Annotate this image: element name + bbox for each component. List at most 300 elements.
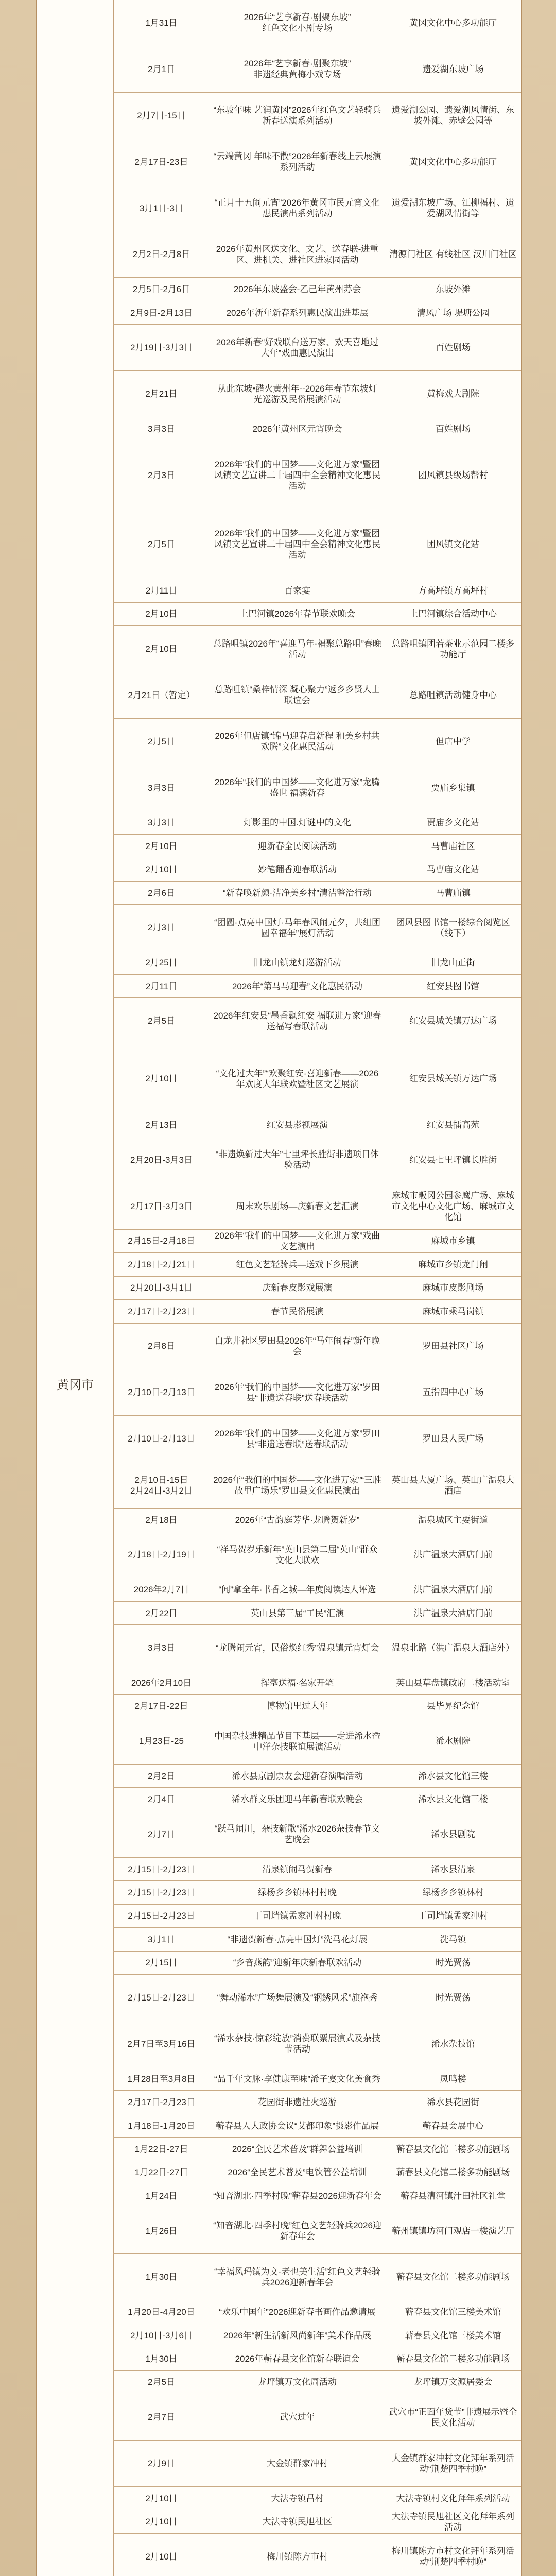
row-date: 2月5日 bbox=[113, 2371, 210, 2394]
row-location: 马曹庙镇 bbox=[436, 888, 471, 898]
row-event-name: 龙坪镇万文化周活动 bbox=[210, 2371, 385, 2394]
row-location: 蕲春县文化馆二楼多功能剧场 bbox=[396, 2354, 510, 2364]
table-row bbox=[113, 510, 521, 579]
row-date: 2月17日-23日 bbox=[113, 139, 210, 185]
row-event-name: 红安县影视展演 bbox=[210, 1113, 385, 1136]
row-location: 麻城市皮影剧场 bbox=[422, 1283, 484, 1293]
row-event-name: “幸福风玛镇为文·老也美生活”红色文艺轻骑兵2026迎新春年会 bbox=[210, 2254, 385, 2300]
table-row bbox=[113, 2510, 521, 2533]
table-row bbox=[113, 2394, 521, 2441]
row-date: 2月15日-2月18日 bbox=[113, 1230, 210, 1252]
row-date: 2月15日 bbox=[113, 1952, 210, 1974]
row-location: 团风县图书馆一楼综合阅览区（线下） bbox=[396, 917, 510, 938]
row-location: 蕲春县文化馆二楼多功能剧场 bbox=[396, 2144, 510, 2154]
table-row bbox=[113, 325, 521, 371]
row-event-name: 丁司垱镇孟家冲村村晚 bbox=[210, 1905, 385, 1927]
row-date: 2月9日 bbox=[113, 2441, 210, 2486]
row-event-name: 2026年“艺享新春·剧聚东坡” 非遗经典黄梅小戏专场 bbox=[210, 46, 385, 92]
row-location: 县毕昇纪念馆 bbox=[427, 1701, 479, 1711]
row-location: 麻城市畈冈公园参鹰广场、麻城市文化中心文化广场、麻城市文化馆 bbox=[392, 1190, 514, 1222]
row-location: 黄冈文化中心多功能厅 bbox=[409, 157, 497, 167]
row-location: 梅川镇陈方市村文化拜年系列活动“荆楚四季村晚” bbox=[392, 2546, 514, 2567]
row-location: 遗爱湖公园、遗爱湖风情街、东坡外滩、赤壁公园等 bbox=[392, 105, 514, 126]
row-date: 2月2日 bbox=[113, 1765, 210, 1787]
table-row bbox=[113, 231, 521, 278]
row-event-name: 浠水县京剧票友会迎新春演唱活动 bbox=[210, 1765, 385, 1787]
table-row bbox=[113, 2300, 521, 2324]
row-event-name: 2026年黄州区送文化、文艺、送春联-进重区、进机关、进社区进家园活动 bbox=[210, 231, 385, 277]
row-event-name: 中国杂技进精品节目下基层——走进浠水暨中洋杂技联谊展演活动 bbox=[210, 1718, 385, 1764]
row-event-name: “文化过大年”“欢聚红安·喜迎新春——2026年欢度大年联欢暨社区文艺展演 bbox=[210, 1044, 385, 1113]
row-event-name: 总路咀镇2026年“喜迎马年·福聚总路咀”春晚活动 bbox=[210, 626, 385, 672]
table-row bbox=[113, 1578, 521, 1601]
row-location: 但店中学 bbox=[436, 736, 471, 747]
row-date: 2月10日-2月13日 bbox=[113, 1416, 210, 1462]
row-location: 团风镇县级场帮村 bbox=[418, 470, 488, 480]
row-location: 百姓剧场 bbox=[436, 423, 471, 434]
table-row bbox=[113, 2138, 521, 2161]
row-date: 2月15日-2月23日 bbox=[113, 1858, 210, 1880]
row-event-name: 2026年“古韵庭芳华·龙腾贺新岁” bbox=[210, 1509, 385, 1531]
row-date: 2月10日-2月13日 bbox=[113, 1369, 210, 1415]
row-date: 2月3日 bbox=[113, 440, 210, 509]
table-rows bbox=[113, 0, 521, 2576]
row-event-name: 红色文艺轻骑兵—送戏下乡展演 bbox=[210, 1253, 385, 1276]
table-row bbox=[113, 1044, 521, 1113]
row-date: 1月24日 bbox=[113, 2184, 210, 2207]
row-event-name: 百家宴 bbox=[210, 579, 385, 602]
row-location: 蕲春县文化馆三楼美术馆 bbox=[405, 2307, 501, 2317]
row-date: 2月9日-2月13日 bbox=[113, 301, 210, 324]
table-row bbox=[113, 2067, 521, 2091]
table-row bbox=[113, 139, 521, 185]
row-location: 洪广温泉大酒店门前 bbox=[413, 1585, 493, 1595]
row-event-name: 清泉镇闹马贺新春 bbox=[210, 1858, 385, 1880]
row-location: 温泉北路（洪广温泉大酒店外） bbox=[392, 1643, 514, 1653]
row-date: 2月22日 bbox=[113, 1602, 210, 1624]
row-date: 1月30日 bbox=[113, 2254, 210, 2300]
row-location: 五指四中心广场 bbox=[422, 1387, 484, 1398]
row-location: 浠水县文化馆三楼 bbox=[418, 1771, 488, 1781]
row-location: 大法寺镇民旭社区文化拜年系列活动 bbox=[392, 2511, 514, 2532]
row-event-name: “非遗贺新春·点亮中国灯”洗马花灯展 bbox=[210, 1928, 385, 1951]
table-row bbox=[113, 1137, 521, 1183]
table-row bbox=[113, 858, 521, 882]
table-row bbox=[113, 1695, 521, 1718]
row-event-name: 2026年新年新春系列惠民演出进基层 bbox=[210, 301, 385, 324]
table-row bbox=[113, 1928, 521, 1951]
table-row bbox=[113, 626, 521, 672]
row-event-name: 2026“全民艺术普及”电饮管公益培训 bbox=[210, 2161, 385, 2184]
row-event-name: 2026“全民艺术普及”群舞公益培训 bbox=[210, 2138, 385, 2160]
row-date: 2月13日 bbox=[113, 1113, 210, 1136]
row-date: 1月30日 bbox=[113, 2347, 210, 2370]
row-date: 2月15日-2月23日 bbox=[113, 1975, 210, 2021]
row-date: 3月3日 bbox=[113, 765, 210, 811]
row-event-name: 总路咀镇“桑梓情深 凝心聚力”返乡乡贤人士联谊会 bbox=[210, 672, 385, 718]
table-row bbox=[113, 2487, 521, 2510]
row-date: 1月22日-27日 bbox=[113, 2161, 210, 2184]
row-date: 2月10日 bbox=[113, 835, 210, 857]
row-date: 2月11日 bbox=[113, 579, 210, 602]
table-row bbox=[113, 1905, 521, 1928]
row-date: 3月3日 bbox=[113, 811, 210, 834]
row-event-name: 2026年“艺享新春·剧聚东坡” 红色文化小剧专场 bbox=[210, 0, 385, 46]
row-event-name: “东坡年味 艺润黄冈”2026年红色文艺轻骑兵新春送演系列活动 bbox=[210, 93, 385, 139]
row-event-name: 妙笔翻香迎春联活动 bbox=[210, 858, 385, 881]
table-row bbox=[113, 1416, 521, 1462]
row-event-name: 从此东坡•醋火黄州年--2026年春节东坡灯光巡游及民俗展演活动 bbox=[210, 371, 385, 417]
row-date: 2026年2月7日 bbox=[113, 1578, 210, 1601]
row-location: 上巴河镇综合活动中心 bbox=[409, 609, 497, 619]
row-location: 温泉城区主要街道 bbox=[418, 1515, 488, 1525]
row-date: 2月10日 bbox=[113, 2487, 210, 2510]
row-location: 清风广场 堤塘公园 bbox=[416, 308, 490, 318]
row-date: 2月17日-3月3日 bbox=[113, 1183, 210, 1229]
row-location: 麻城市乘马岗镇 bbox=[422, 1306, 484, 1316]
row-location: 蕲春县文化馆二楼多功能剧场 bbox=[396, 2167, 510, 2178]
table-row bbox=[113, 1975, 521, 2021]
table-row bbox=[113, 1324, 521, 1370]
row-location: 时光贾荡 bbox=[436, 1958, 471, 1968]
row-date: 2月17日-2月23日 bbox=[113, 1300, 210, 1323]
row-location: 麻城市乡镇 bbox=[431, 1236, 475, 1246]
row-date: 2月10日 bbox=[113, 603, 210, 625]
row-event-name: “闻”拿全年·书香之城—年度阅读达人评选 bbox=[210, 1578, 385, 1601]
row-date: 2月20日-3月1日 bbox=[113, 1277, 210, 1299]
table-row bbox=[113, 2021, 521, 2067]
row-date: 2月6日 bbox=[113, 882, 210, 904]
row-event-name: 博物馆里过大年 bbox=[210, 1695, 385, 1718]
row-location: 总路咀镇团若茶业示范园二楼多功能厅 bbox=[392, 638, 514, 659]
table-row bbox=[113, 2161, 521, 2184]
row-location: 红安县七里坪镇长胜街 bbox=[409, 1155, 497, 1165]
table-row bbox=[113, 185, 521, 232]
row-event-name: 大金镇群家冲村 bbox=[210, 2441, 385, 2486]
row-event-name: “乡音燕韵”迎新年庆新春联欢活动 bbox=[210, 1952, 385, 1974]
table-row bbox=[113, 579, 521, 602]
row-event-name: 2026年蕲春县文化馆新春联谊会 bbox=[210, 2347, 385, 2370]
table-row bbox=[113, 1625, 521, 1671]
region-label: 黄冈市 bbox=[57, 1378, 94, 1392]
row-date: 1月18日-1月20日 bbox=[113, 2114, 210, 2137]
table-row bbox=[113, 672, 521, 719]
row-location: 凤鸣楼 bbox=[440, 2074, 466, 2084]
row-date: 2月17日-22日 bbox=[113, 1695, 210, 1718]
row-date: 2月7日 bbox=[113, 2394, 210, 2440]
row-event-name: “云端黄冈 年味不散”2026年新春线上云展演系列活动 bbox=[210, 139, 385, 185]
table-row bbox=[113, 1369, 521, 1416]
row-event-name: 2026年“我们的中国梦——文化进万家”龙腾盛世 福满新春 bbox=[210, 765, 385, 811]
row-event-name: 2026年但店镇“锦马迎春启新程 和美乡村共欢腾”文化惠民活动 bbox=[210, 719, 385, 765]
row-location: 团风镇文化站 bbox=[427, 539, 479, 549]
row-location: 洪广温泉大酒店门前 bbox=[413, 1550, 493, 1560]
table-row bbox=[113, 2534, 521, 2576]
table-row bbox=[113, 719, 521, 765]
row-event-name: 2026年“我们的中国梦——文化进万家”罗田县“非遗送春联”送春联活动 bbox=[210, 1369, 385, 1415]
table-row bbox=[113, 301, 521, 325]
row-location: 马曹庙文化站 bbox=[427, 865, 479, 875]
row-location: 蕲春县文化馆三楼美术馆 bbox=[405, 2330, 501, 2341]
row-date: 2月18日 bbox=[113, 1509, 210, 1531]
table-row bbox=[113, 1230, 521, 1253]
row-event-name: “团圆·点亮中国灯·马年春风闹元夕，共组团圆幸福年”展灯活动 bbox=[210, 905, 385, 951]
row-event-name: 灯影里的中国.灯谜中的文化 bbox=[210, 811, 385, 834]
row-date: 3月1日-3日 bbox=[113, 185, 210, 231]
row-date: 1月23日-25 bbox=[113, 1718, 210, 1764]
table-row bbox=[113, 1253, 521, 1276]
row-event-name: 蕲春县人大政协会议“艾都印象”摄影作品展 bbox=[210, 2114, 385, 2137]
row-location: 东坡外滩 bbox=[436, 284, 471, 295]
table-row bbox=[113, 951, 521, 974]
row-location: 罗田县人民广场 bbox=[422, 1434, 484, 1444]
table-row bbox=[113, 1952, 521, 1975]
row-location: 蕲春县漕河镇汁田社区礼堂 bbox=[401, 2191, 506, 2201]
row-date: 2月10日 bbox=[113, 2510, 210, 2533]
row-event-name: 2026年“新生活新风尚新年”美术作品展 bbox=[210, 2324, 385, 2347]
row-date: 2月8日 bbox=[113, 1324, 210, 1369]
table-row bbox=[113, 2371, 521, 2394]
row-location: 清源门社区 有线社区 汉川门社区 bbox=[389, 249, 517, 260]
row-date: 2月7日-15日 bbox=[113, 93, 210, 139]
row-date: 2月5日 bbox=[113, 719, 210, 765]
row-event-name: “非遗焕新过大年”七里坪长胜街非遗项目体验活动 bbox=[210, 1137, 385, 1183]
row-event-name: 2026年“第马马迎春”文化惠民活动 bbox=[210, 975, 385, 997]
row-date: 2月5日 bbox=[113, 510, 210, 579]
table-row bbox=[113, 2114, 521, 2138]
table-row bbox=[113, 1277, 521, 1300]
row-event-name: “正月十五闹元宵”2026年黄冈市民元宵文化惠民演出系列活动 bbox=[210, 185, 385, 231]
row-event-name: 上巴河镇2026年春节联欢晚会 bbox=[210, 603, 385, 625]
row-event-name: “品千年文脉·享健康至味”浠子宴文化美食秀 bbox=[210, 2067, 385, 2090]
table-row bbox=[113, 1765, 521, 1788]
row-date: 3月3日 bbox=[113, 417, 210, 440]
row-event-name: 2026年红安县“墨香飘红安 福联进万家”迎春送福写春联活动 bbox=[210, 998, 385, 1044]
row-date: 2月10日-15日 2月24日-3月2日 bbox=[113, 1462, 210, 1508]
row-location: 方高坪镇方高坪村 bbox=[418, 585, 488, 596]
row-event-name: “龙腾闹元宵，民俗焕红秀”温泉镇元宵灯会 bbox=[210, 1625, 385, 1671]
row-event-name: 武穴过年 bbox=[210, 2394, 385, 2440]
table-row bbox=[113, 417, 521, 440]
table-row bbox=[113, 2254, 521, 2300]
row-location: 旧龙山正街 bbox=[431, 958, 475, 968]
row-date: 2月21日（暂定） bbox=[113, 672, 210, 718]
row-date: 2月11日 bbox=[113, 975, 210, 997]
row-location: 马曹庙社区 bbox=[431, 841, 475, 851]
row-location: 武穴市“正面年货节”非遗展示暨全民文化活动 bbox=[389, 2406, 517, 2428]
row-event-name: 英山县第三届“工民”汇演 bbox=[210, 1602, 385, 1624]
row-date: 1月31日 bbox=[113, 0, 210, 46]
row-event-name: 大法寺镇昌村 bbox=[210, 2487, 385, 2510]
table-row bbox=[113, 905, 521, 951]
row-location: 红安县城关镇万达广场 bbox=[409, 1074, 497, 1084]
table-row bbox=[113, 2324, 521, 2347]
table-row bbox=[113, 1300, 521, 1323]
row-location: 英山县大厦广场、英山广温泉大酒店 bbox=[392, 1475, 514, 1496]
table-row bbox=[113, 1509, 521, 1532]
table-row bbox=[113, 278, 521, 301]
row-event-name: 2026年“我们的中国梦——文化进万家”戏曲文艺演出 bbox=[210, 1230, 385, 1252]
row-location: 时光贾荡 bbox=[436, 1993, 471, 2003]
row-date: 2月2日-2月8日 bbox=[113, 231, 210, 277]
row-event-name: 2026年“我们的中国梦——文化进万家”罗田县“非遗送春联”送春联活动 bbox=[210, 1416, 385, 1462]
table-row bbox=[113, 1602, 521, 1625]
row-event-name: 2026年东坡盛会-乙己年黄州苏会 bbox=[210, 278, 385, 300]
row-location: 遗爱湖东坡广场、江柳福村、遗爱湖风情街等 bbox=[392, 198, 514, 218]
table-row bbox=[113, 882, 521, 905]
row-date: 2月15日-2月23日 bbox=[113, 1881, 210, 1904]
row-location: 浠水县剧院 bbox=[431, 1829, 475, 1839]
table-row bbox=[113, 1858, 521, 1881]
row-date: 2月5日 bbox=[113, 998, 210, 1044]
row-event-name: “舞动浠水”广场舞展演及“钢绣风采”旗袍秀 bbox=[210, 1975, 385, 2021]
table-row bbox=[113, 1462, 521, 1509]
table-row bbox=[113, 93, 521, 139]
region-cell bbox=[37, 0, 114, 2576]
table-row bbox=[113, 0, 521, 46]
table-row bbox=[113, 2091, 521, 2114]
row-location: 丁司垱镇孟家冲村 bbox=[418, 1911, 488, 1921]
row-event-name: 绿杨乡乡镇林村村晚 bbox=[210, 1881, 385, 1904]
row-date: 3月3日 bbox=[113, 1625, 210, 1671]
row-event-name: 浠水群文乐团迎马年新春联欢晚会 bbox=[210, 1788, 385, 1810]
row-event-name: “浠水杂技·惊彩绽放”消费联票展演式及杂技节活动 bbox=[210, 2021, 385, 2067]
row-date: 2月10日 bbox=[113, 626, 210, 672]
row-event-name: 挥毫送福·名家开笔 bbox=[210, 1671, 385, 1694]
row-date: 2月18日-2月21日 bbox=[113, 1253, 210, 1276]
row-event-name: 迎新春全民阅读活动 bbox=[210, 835, 385, 857]
table-row bbox=[113, 1532, 521, 1579]
row-date: 2月10日 bbox=[113, 858, 210, 881]
row-event-name: 大法寺镇民旭社区 bbox=[210, 2510, 385, 2533]
table-row bbox=[113, 2184, 521, 2208]
row-location: 红安县擂高苑 bbox=[427, 1120, 479, 1130]
row-date: 2月18日-2月19日 bbox=[113, 1532, 210, 1578]
row-event-name: “知音湖北·四季村晚”红色文艺轻骑兵2026迎新春年会 bbox=[210, 2208, 385, 2254]
row-event-name: 2026年“我们的中国梦——文化进万家”“三胜故里广场乐”罗田县文化惠民演出 bbox=[210, 1462, 385, 1508]
row-event-name: 花园街非遗社火巡游 bbox=[210, 2091, 385, 2113]
row-location: 黄梅戏大剧院 bbox=[427, 389, 479, 399]
table-row bbox=[113, 1113, 521, 1137]
row-location: 浠水县文化馆三楼 bbox=[418, 1794, 488, 1805]
row-date: 2月15日-2月23日 bbox=[113, 1905, 210, 1927]
row-date: 2月4日 bbox=[113, 1788, 210, 1810]
row-location: 红安县城关镇万达广场 bbox=[409, 1016, 497, 1026]
row-date: 2月1日 bbox=[113, 46, 210, 92]
table-row bbox=[113, 1788, 521, 1811]
row-event-name: “祥马贺岁乐新年”英山县第二届“英山”群众文化大联欢 bbox=[210, 1532, 385, 1578]
row-date: 2月5日-2月6日 bbox=[113, 278, 210, 300]
table-row bbox=[113, 2208, 521, 2255]
row-location: 浠水剧院 bbox=[436, 1736, 471, 1747]
table-row bbox=[113, 603, 521, 626]
row-date: 1月20日-4月20日 bbox=[113, 2300, 210, 2323]
row-location: 大金镇群家冲村文化拜年系列活动“荆楚四季村晚” bbox=[392, 2453, 514, 2474]
row-event-name: 梅川镇陈方市村 bbox=[210, 2534, 385, 2576]
row-date: 2月17日-2月23日 bbox=[113, 2091, 210, 2113]
row-event-name: “知音湖北·四季村晚”蕲春县2026迎新春年会 bbox=[210, 2184, 385, 2207]
row-location: 麻城市乡镇龙门闸 bbox=[418, 1259, 488, 1269]
row-date: 1月28日至3月8日 bbox=[113, 2067, 210, 2090]
row-event-name: 春节民俗展演 bbox=[210, 1300, 385, 1323]
row-date: 2月7日至3月16日 bbox=[113, 2021, 210, 2067]
row-event-name: 白龙井社区罗田县2026年“马年闹春”新年晚会 bbox=[210, 1324, 385, 1369]
row-event-name: 2026年新春“好戏联台送万家、欢天喜地过大年”戏曲惠民演出 bbox=[210, 325, 385, 370]
row-date: 2月21日 bbox=[113, 371, 210, 417]
row-location: 浠水杂技馆 bbox=[431, 2039, 475, 2049]
row-location: 红安县图书馆 bbox=[427, 981, 479, 991]
table-row bbox=[113, 1811, 521, 1858]
row-location: 浠水县清泉 bbox=[431, 1864, 475, 1874]
row-event-name: 旧龙山镇龙灯巡游活动 bbox=[210, 951, 385, 974]
row-location: 蕲春县会展中心 bbox=[422, 2121, 484, 2131]
row-event-name: 2026年“我们的中国梦——文化进万家”暨团风镇文艺宣讲二十届四中全会精神文化惠民活动 bbox=[210, 510, 385, 579]
row-location: 绿杨乡乡镇林村 bbox=[422, 1888, 484, 1897]
row-location: 总路咀镇活动健身中心 bbox=[409, 690, 497, 700]
row-event-name: “欢乐中国年”2026迎新春书画作品邀请展 bbox=[210, 2300, 385, 2323]
row-location: 蕲州镇镇坊河门观店一楼演艺厅 bbox=[392, 2226, 514, 2236]
row-location: 百姓剧场 bbox=[436, 343, 471, 353]
row-date: 3月1日 bbox=[113, 1928, 210, 1951]
row-date: 1月26日 bbox=[113, 2208, 210, 2254]
row-location: 贾庙乡文化站 bbox=[427, 818, 479, 828]
row-location: 遗爱湖东坡广场 bbox=[422, 64, 484, 74]
table-row bbox=[113, 765, 521, 811]
table-row bbox=[113, 1671, 521, 1694]
row-location: 蕲春县文化馆二楼多功能剧场 bbox=[396, 2272, 510, 2282]
row-date: 2月25日 bbox=[113, 951, 210, 974]
row-event-name: 庆新春皮影戏展演 bbox=[210, 1277, 385, 1299]
table-row bbox=[113, 811, 521, 835]
row-location: 大法寺镇村文化拜年系列活动 bbox=[396, 2493, 510, 2503]
row-location: 洪广温泉大酒店门前 bbox=[413, 1608, 493, 1618]
row-event-name: 2026年“我们的中国梦——文化进万家”暨团风镇文艺宣讲二十届四中全会精神文化惠民活动 bbox=[210, 440, 385, 509]
row-date: 2月3日 bbox=[113, 905, 210, 951]
row-location: 罗田县社区广场 bbox=[422, 1341, 484, 1351]
row-location: 贾庙乡集镇 bbox=[431, 783, 475, 793]
row-location: 龙坪镇万文源居委会 bbox=[413, 2377, 493, 2387]
row-event-name: 周末欢乐剧场—庆新春文艺汇演 bbox=[210, 1183, 385, 1229]
row-date: 2月10日 bbox=[113, 1044, 210, 1113]
row-event-name: 2026年黄州区元宵晚会 bbox=[210, 417, 385, 440]
table-row bbox=[113, 2347, 521, 2370]
table-row bbox=[113, 2441, 521, 2487]
event-table bbox=[36, 0, 522, 2576]
row-location: 黄冈文化中心多功能厅 bbox=[409, 18, 497, 28]
row-location: 洗马镇 bbox=[440, 1934, 466, 1944]
row-date: 2月19日-3月3日 bbox=[113, 325, 210, 370]
table-row bbox=[113, 1881, 521, 1904]
table-row bbox=[113, 1183, 521, 1230]
row-date: 1月22日-27日 bbox=[113, 2138, 210, 2160]
row-location: 浠水县花园街 bbox=[427, 2097, 479, 2108]
table-row bbox=[113, 975, 521, 998]
row-date: 2月10日 bbox=[113, 2534, 210, 2576]
row-event-name: “新春唤新颜·洁净美乡村”清洁整治行动 bbox=[210, 882, 385, 904]
row-date: 2026年2月10日 bbox=[113, 1671, 210, 1694]
row-location: 英山县草盘镇政府二楼活动室 bbox=[396, 1677, 510, 1688]
row-date: 2月20日-3月3日 bbox=[113, 1137, 210, 1183]
table-row bbox=[113, 998, 521, 1044]
row-event-name: “跃马闹川，杂技新歌”浠水2026杂技春节文艺晚会 bbox=[210, 1811, 385, 1857]
row-date: 2月10日-3月6日 bbox=[113, 2324, 210, 2347]
table-row bbox=[113, 440, 521, 510]
table-row bbox=[113, 1718, 521, 1765]
row-date: 2月7日 bbox=[113, 1811, 210, 1857]
table-row bbox=[113, 835, 521, 858]
table-row bbox=[113, 46, 521, 93]
table-row bbox=[113, 371, 521, 417]
